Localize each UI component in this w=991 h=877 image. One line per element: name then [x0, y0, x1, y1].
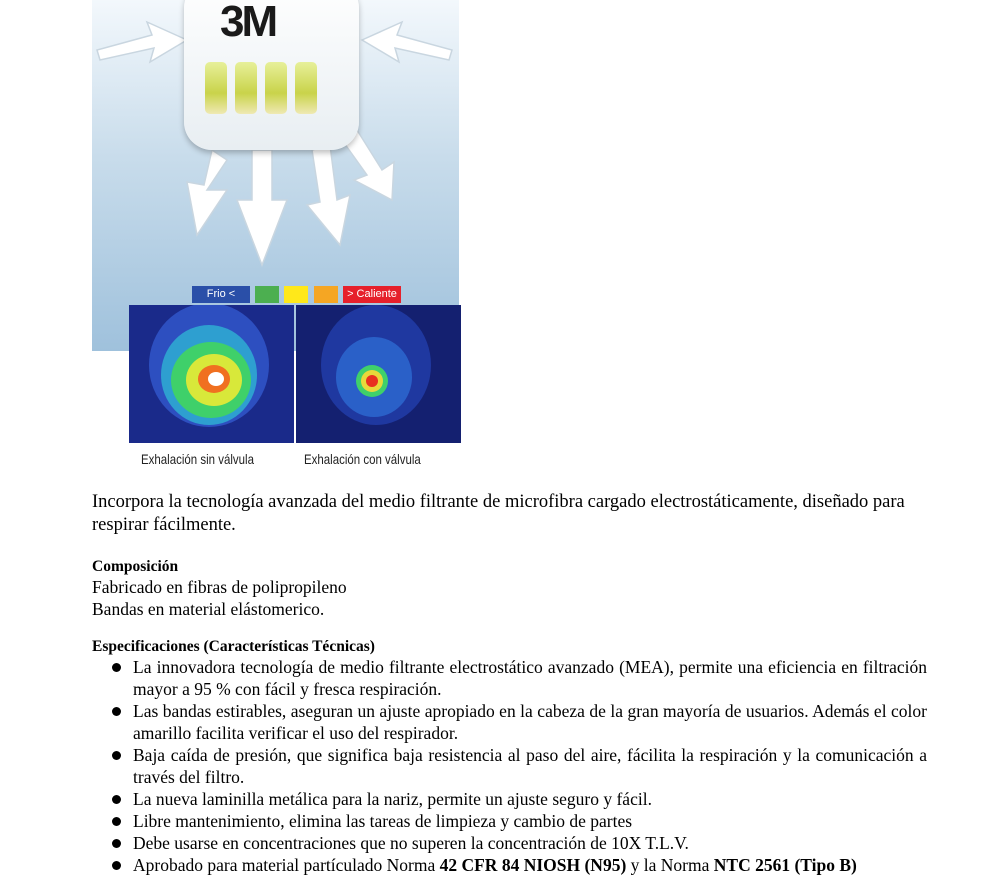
spec-item: La innovadora tecnología de medio filtrante electrostático avanzado (MEA), permite una eficiencia en filtración mayor a 95 % con fácil y fresca respiración. — [112, 656, 927, 700]
spec-item: Baja caída de presión, que significa baja resistencia al paso del aire, fácilita la respiración y la comunicación a través del filtro. — [112, 744, 927, 788]
composition-line: Bandas en material elástomerico. — [92, 599, 325, 619]
product-figure — [92, 0, 459, 472]
thermal-comparison — [129, 283, 459, 473]
specs-heading: Especificaciones (Características Técnicas) — [92, 638, 375, 655]
valve-slots — [205, 62, 340, 114]
valve-slot — [235, 62, 257, 114]
niosh-standard: 42 CFR 84 NIOSH (N95) — [439, 855, 627, 875]
bullet-icon — [112, 817, 121, 826]
spec-item: La nueva laminilla metálica para la nariz, permite un ajuste seguro y fácil. — [112, 788, 927, 810]
spec-item: Libre mantenimiento, elimina las tareas de limpieza y cambio de partes — [112, 810, 927, 832]
valve-slot — [205, 62, 227, 114]
bullet-icon — [112, 839, 121, 848]
scale-cold-chip — [192, 286, 250, 303]
composition-heading: Composición — [92, 558, 179, 575]
bullet-icon — [112, 663, 121, 672]
scale-hot-label: > Caliente — [347, 288, 397, 300]
scale-green-chip — [255, 286, 279, 303]
scale-hot-chip — [343, 286, 401, 303]
scale-orange-chip — [314, 286, 338, 303]
spec-item: Debe usarse en concentraciones que no superen la concentración de 10X T.L.V. — [112, 832, 927, 854]
spec-item: Las bandas estirables, aseguran un ajuste apropiado en la cabeza de la gran mayoría de usuarios. Además el color amarillo facilita verificar el uso del respirador. — [112, 700, 927, 744]
valve-slot — [265, 62, 287, 114]
spec-item-approval: Aprobado para material partículado Norma 42 CFR 84 NIOSH (N95) y la Norma NTC 2561 (Tipo B) — [112, 854, 927, 876]
composition-line: Fabricado en fibras de polipropileno — [92, 577, 347, 597]
thermal-image-with-valve — [296, 305, 461, 443]
ntc-standard: NTC 2561 (Tipo B) — [713, 855, 857, 875]
scale-cold-label: Frio < — [206, 288, 236, 300]
caption-without-valve: Exhalación sin válvula — [141, 451, 254, 467]
thermal-image-without-valve — [129, 305, 294, 443]
brand-logo: 3M — [220, 0, 276, 46]
bullet-icon — [112, 795, 121, 804]
specs-list — [112, 656, 927, 876]
bullet-icon — [112, 861, 121, 870]
bullet-icon — [112, 707, 121, 716]
intro-paragraph: Incorpora la tecnología avanzada del medio filtrante de microfibra cargado electrostáticamente, diseñado para respirar fácilmente. — [92, 492, 905, 535]
caption-with-valve: Exhalación con válvula — [304, 451, 421, 467]
scale-yellow-chip — [284, 286, 308, 303]
valve-slot — [295, 62, 317, 114]
bullet-icon — [112, 751, 121, 760]
